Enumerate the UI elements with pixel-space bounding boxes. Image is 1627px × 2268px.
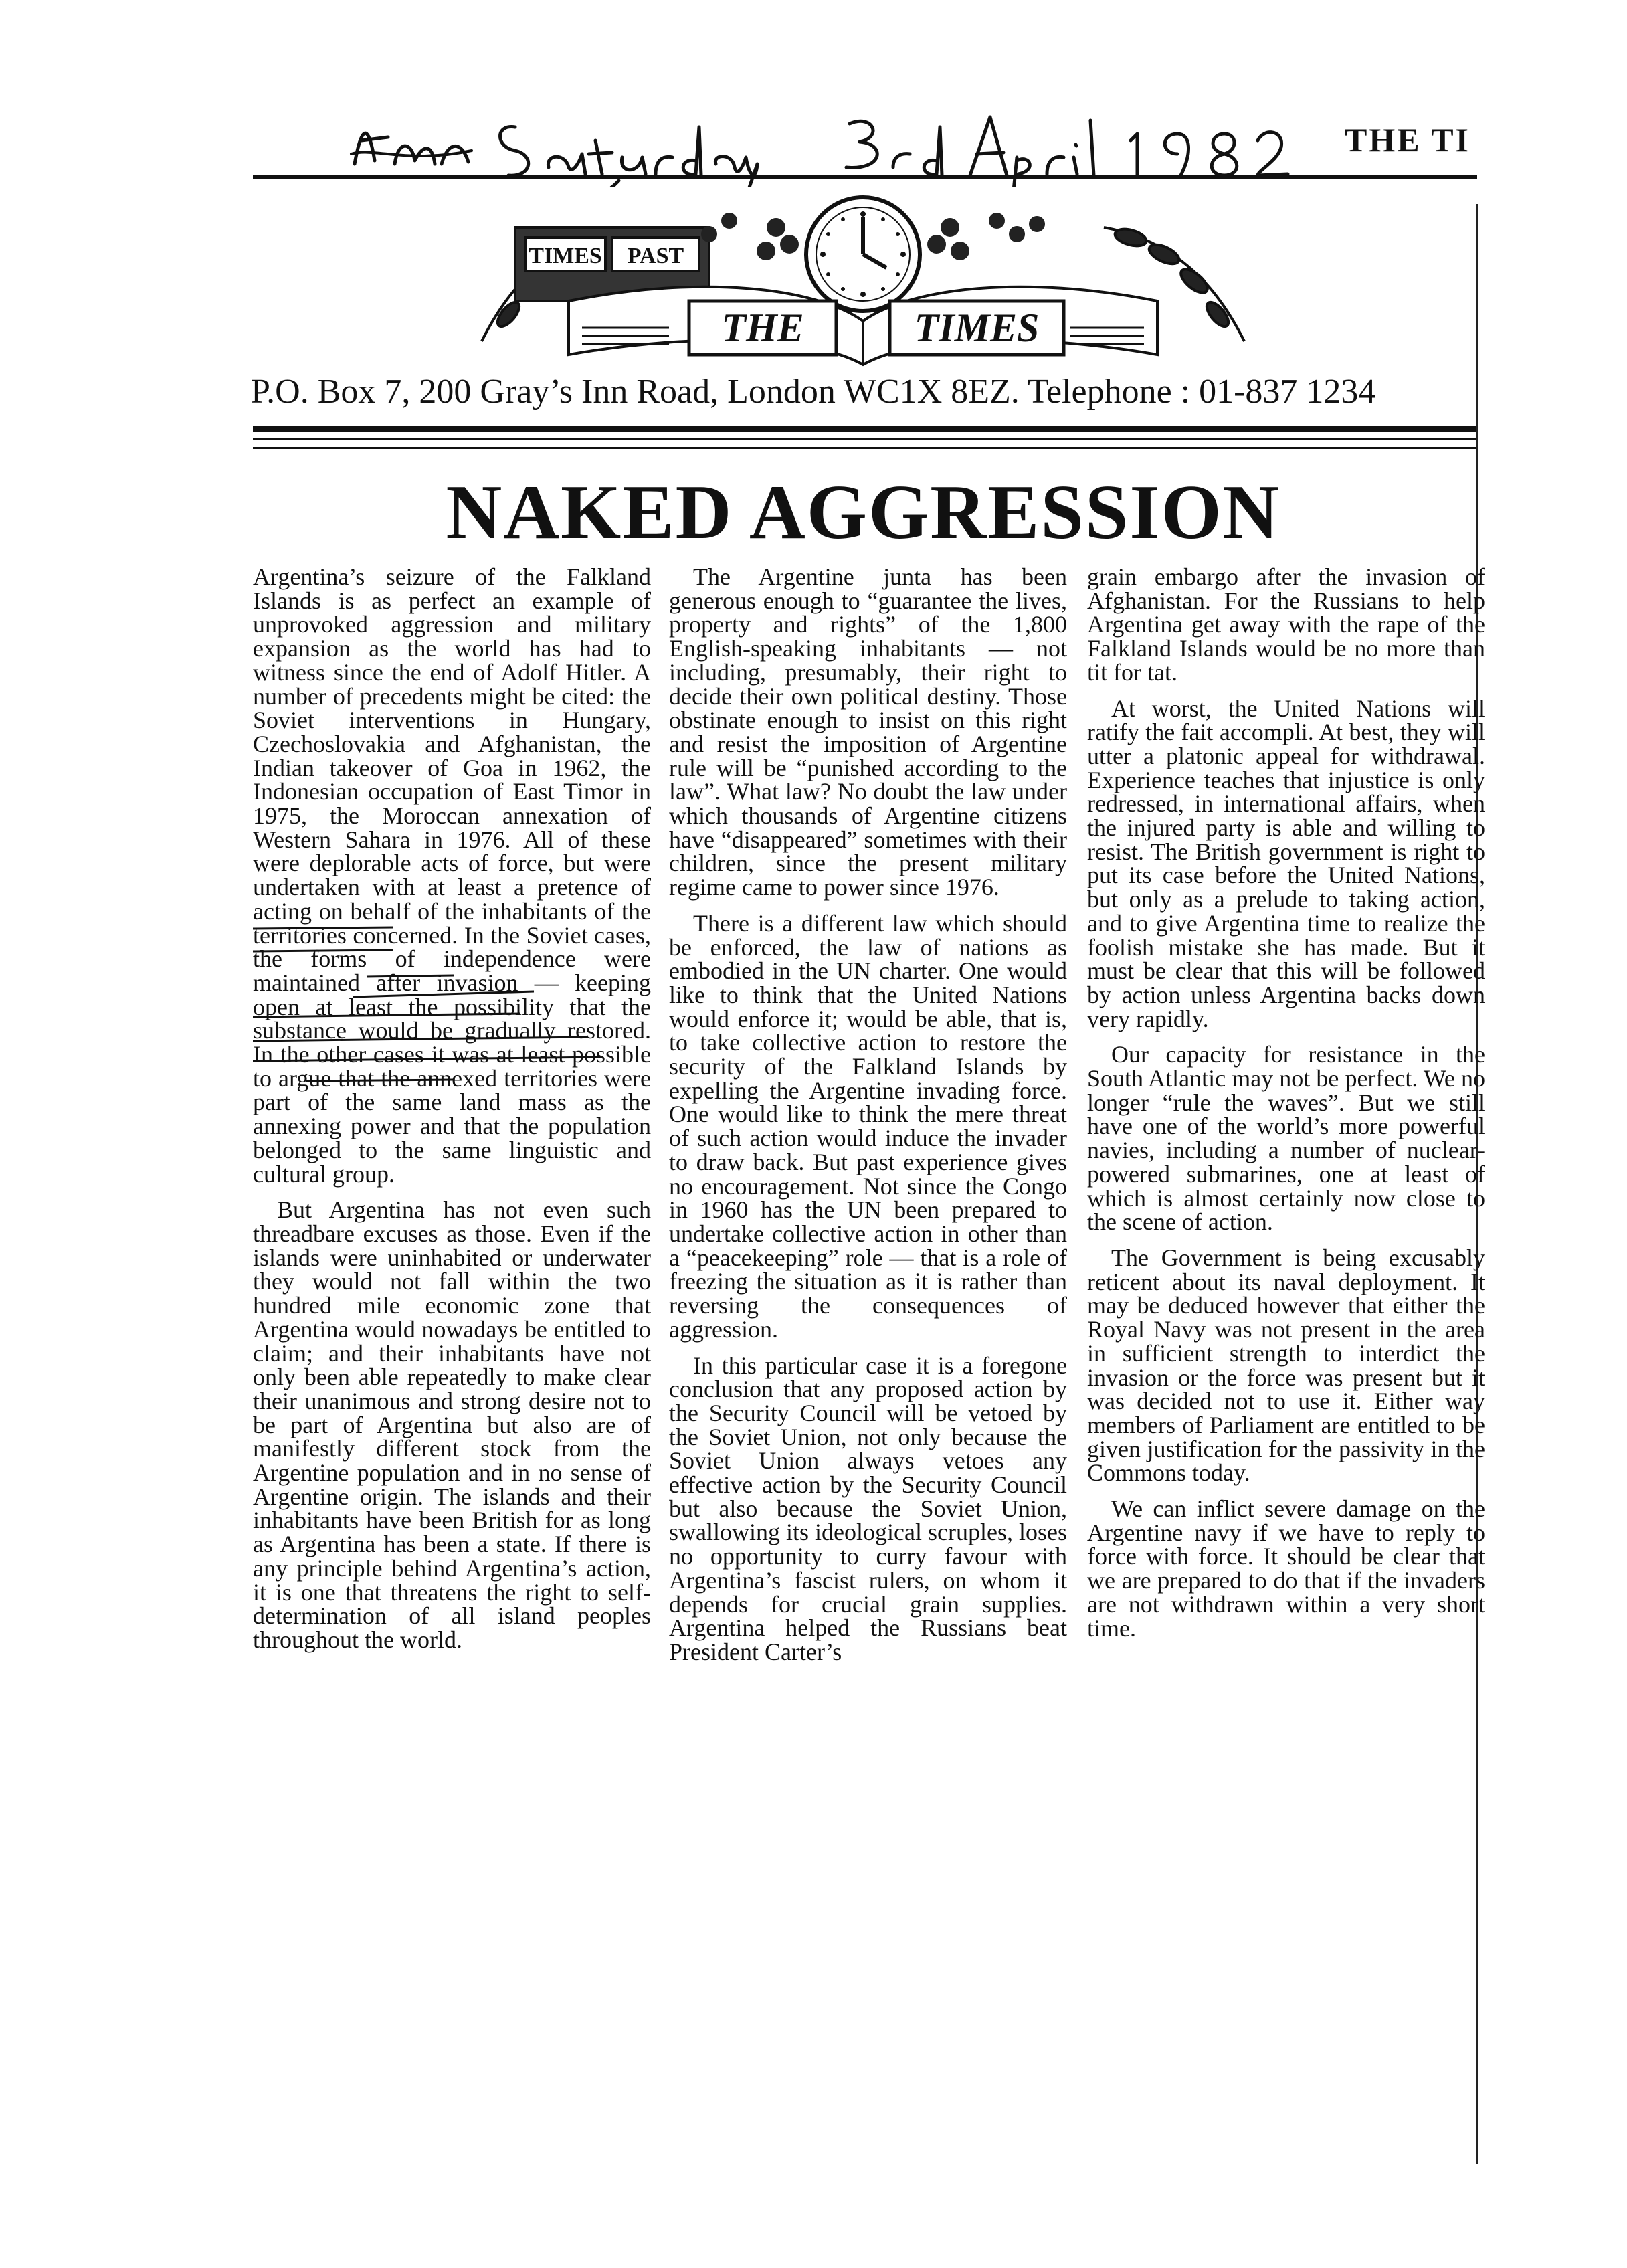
paragraph: But Argentina has not even such threadbare excuses as those. Even if the islands were uninhabited or underwater they would not fall within the two hundred mile economic zone that Argentina would nowadays be entitled to claim; and their inhabitants have not only been able repeatedly to make clear their unanimous and strong desire not to be part of Argentina but also are of manifestly different stock from the Argentine population and in no sense of Argentine origin. The islands and their inhabitants have been British for as long as Argentina has been a state. If there is any principle behind Argentina’s action, it is one that threatens the right to self-determination of all island peoples throughout the world. [253, 1196, 651, 1653]
paragraph: The Argentine junta has been generous enough to “guarantee the lives, property and rights” of the 1,800 English-speaking inhabitants — not including, presumably, their right to decide their own political destiny. Those obstinate enough to insist on this right and resist the imposition of Argentine rule will be “punished according to the law”. What law? No doubt the law under which thousands of Argentine citizens have “disappeared” sometimes with their children, since the present military regime came to power since 1976. [669, 563, 1067, 901]
paragraph: We can inflict severe damage on the Argentine navy if we have to reply to force with force. It should be clear that we are prepared to do that if the invaders are not withdrawn within a very short time. [1087, 1495, 1485, 1642]
masthead-logo [468, 187, 1258, 368]
address-rule-thick [253, 426, 1477, 432]
paragraph: In this particular case it is a foregone conclusion that any proposed action by the Security Council will be vetoed by the Soviet Union, not only because the Soviet Union always vetoes any effective action by the Security Council but also because the Soviet Union, swallowing its ideological scruples, loses no opportunity to curry favour with Argentina’s fascist rulers, on whom it depends for crucial grain supplies. Argentina helped the Russians beat President Carter’s [669, 1351, 1067, 1665]
paragraph: At worst, the United Nations will ratify the fait accompli. At best, they will utter a platonic appeal for withdrawal. Experience teaches that injustice is only redressed, in international affairs, when the injured party is able and willing to resist. The British government is right to put its case before the United Nations, but only as a prelude to taking action, and to give Argentina time to realize the foolish mistake she has made. But it must be clear that this will be followed by action unless Argentina backs down very rapidly. [1087, 694, 1485, 1032]
svg-text:PAST: PAST [627, 244, 684, 268]
article-column-1 [253, 565, 651, 1665]
paragraph: The Government is being excusably reticent about its naval deployment. It may be deduced however that either the Royal Navy was not present in the area in sufficient strength to interdict the invasion or the force was present but it was decided not to use it. Either way members of Parliament are entitled to be given justification for the passivity in the Commons today. [1087, 1244, 1485, 1487]
paper-name: THE TI [1345, 121, 1470, 159]
handwriting-scribble-icon [348, 100, 1338, 187]
paragraph: grain embargo after the invasion of Afghanistan. For the Russians to help Argentina get away with the rape of the Falkland Islands would be no more than tit for tat. [1087, 563, 1485, 686]
top-rule [253, 175, 1477, 179]
paragraph: Our capacity for resistance in the South Atlantic may not be perfect. We no longer “rule the waves”. But we still have one of the world’s more powerful navies, including a number of nuclear-powered submarines, one at least of which is almost certainly now close to the scene of action. [1087, 1041, 1485, 1236]
article-column-3 [1087, 565, 1485, 1652]
clock-book-crest-icon [468, 187, 1258, 368]
address-rule-thin [253, 438, 1477, 440]
headline: NAKED AGGRESSION [446, 470, 1280, 555]
svg-text:TIMES: TIMES [529, 244, 602, 268]
address-rule-thin-2 [253, 447, 1477, 449]
article-column-2 [669, 565, 1067, 1677]
svg-text:THE: THE [721, 306, 804, 350]
paragraph: Argentina’s seizure of the Falkland Islands is as perfect an example of unprovoked aggression and military expansion as the world has had to witness since the end of Adolf Hitler. A number of precedents might be cited: the Soviet interventions in Hungary, Czechoslovakia and Afghanistan, the Indian takeover of Goa in 1962, the Indonesian occupation of East Timor in 1975, the Moroccan annexation of Western Sahara in 1976. All of these were deplorable acts of force, but were undertaken with at least a pretence of acting on behalf of the inhabitants of the territories concerned. In the Soviet cases, the forms of independence were maintained after invasion — keeping open at least the possibility that the substance would be gradually restored. In the other cases it was at least possible to argue that the annexed territories were part of the same land mass as the annexing power and that the population belonged to the same linguistic and cultural group. [253, 563, 651, 1188]
paragraph: There is a different law which should be enforced, the law of nations as embodied in the UN charter. One would like to think that the United Nations would enforce it; would be able, that is, to take collective action to restore the security of the Falkland Islands by expelling the Argentine invading force. One would like to think the mere threat of such action would induce the invader to draw back. But past experience gives no encouragement. Not since the Congo in 1960 has the UN been prepared to undertake collective action in other than a “peacekeeping” role — that is a role of freezing the situation as it is rather than reversing the consequences of aggression. [669, 909, 1067, 1343]
handwritten-date [348, 100, 1338, 187]
address-line: P.O. Box 7, 200 Gray’s Inn Road, London WC1X 8EZ. Telephone : 01-837 1234 [251, 373, 1376, 411]
svg-text:TIMES: TIMES [914, 306, 1040, 350]
